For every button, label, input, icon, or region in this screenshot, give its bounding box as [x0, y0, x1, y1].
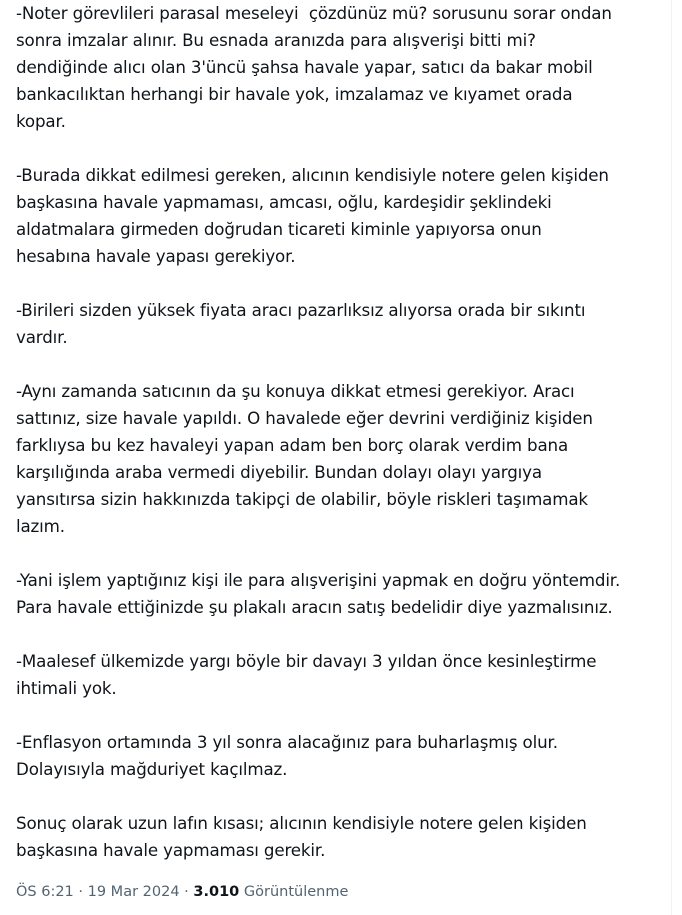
tweet-line: hesabına havale yapası gerekiyor.	[16, 246, 296, 266]
paragraph-gap	[16, 783, 666, 810]
tweet-line: dendiğinde alıcı olan 3'üncü şahsa havale yapar, satıcı da bakar mobil	[16, 57, 593, 77]
tweet-line: -Enflasyon ortamında 3 yıl sonra alacağınız para buharlaşmış olur.	[16, 732, 558, 752]
tweet-line: aldatmalara girmeden doğrudan ticareti kiminle yapıyorsa onun	[16, 219, 542, 239]
tweet-paragraph	[16, 567, 666, 621]
tweet-paragraph	[16, 297, 666, 351]
paragraph-gap	[16, 540, 666, 567]
paragraph-gap	[16, 270, 666, 297]
tweet-line: başkasına havale yapmaması gerekir.	[16, 840, 326, 860]
tweet-line: ihtimali yok.	[16, 678, 117, 698]
tweet-paragraph	[16, 648, 666, 702]
paragraph-gap	[16, 351, 666, 378]
tweet-date[interactable]: 19 Mar 2024	[87, 884, 180, 900]
tweet-paragraph	[16, 729, 666, 783]
paragraph-gap	[16, 702, 666, 729]
tweet-line: -Aynı zamanda satıcının da şu konuya dikkat etmesi gerekiyor. Aracı	[16, 381, 575, 401]
tweet-line: -Yani işlem yaptığınız kişi ile para alışverişini yapmak en doğru yöntemdir.	[16, 570, 621, 590]
tweet-line: karşılığında araba vermedi diyebilir. Bundan dolayı olayı yargıya	[16, 462, 542, 482]
tweet-line: Dolayısıyla mağduriyet kaçılmaz.	[16, 759, 288, 779]
paragraph-gap	[16, 621, 666, 648]
views-label: Görüntülenme	[243, 884, 349, 900]
tweet-line: -Maalesef ülkemizde yargı böyle bir davayı 3 yıldan önce kesinleştirme	[16, 651, 597, 671]
meta-separator: ·	[179, 884, 194, 900]
tweet-line: -Birileri sizden yüksek fiyata aracı pazarlıksız alıyorsa orada bir sıkıntı	[16, 300, 586, 320]
paragraph-gap	[16, 135, 666, 162]
tweet-paragraph	[16, 0, 666, 135]
tweet-line: kopar.	[16, 111, 66, 131]
tweet-line: sattınız, size havale yapıldı. O havalede eğer devrini verdiğiniz kişiden	[16, 408, 593, 428]
tweet-paragraph	[16, 162, 666, 270]
tweet-line: lazım.	[16, 516, 65, 536]
tweet-paragraph	[16, 810, 666, 864]
tweet-line: Para havale ettiğinizde şu plakalı aracın satış bedelidir diye yazmalısınız.	[16, 597, 613, 617]
tweet-line: -Burada dikkat edilmesi gereken, alıcının kendisiyle notere gelen kişiden	[16, 165, 609, 185]
tweet-line: yansıtırsa sizin hakkınızda takipçi de olabilir, böyle riskleri taşımamak	[16, 489, 588, 509]
tweet-line: farklıysa bu kez havaleyi yapan adam ben borç olarak verdim bana	[16, 435, 569, 455]
tweet-text	[16, 0, 666, 864]
tweet-meta	[16, 880, 348, 904]
views-count[interactable]: 3.010	[193, 884, 240, 900]
meta-separator: ·	[73, 884, 88, 900]
tweet-line: Sonuç olarak uzun lafın kısası; alıcının kendisiyle notere gelen kişiden	[16, 813, 587, 833]
tweet-line: vardır.	[16, 327, 68, 347]
tweet-paragraph	[16, 378, 666, 540]
tweet-line: -Noter görevlileri parasal meseleyi çözdünüz mü? sorusunu sorar ondan	[16, 3, 612, 23]
tweet-line: bankacılıktan herhangi bir havale yok, imzalamaz ve kıyamet orada	[16, 84, 573, 104]
tweet-line: sonra imzalar alınır. Bu esnada aranızda para alışverişi bitti mi?	[16, 30, 536, 50]
tweet-time[interactable]: ÖS 6:21	[16, 884, 74, 900]
tweet-line: başkasına havale yapmaması, amcası, oğlu, kardeşidir şeklindeki	[16, 192, 552, 212]
